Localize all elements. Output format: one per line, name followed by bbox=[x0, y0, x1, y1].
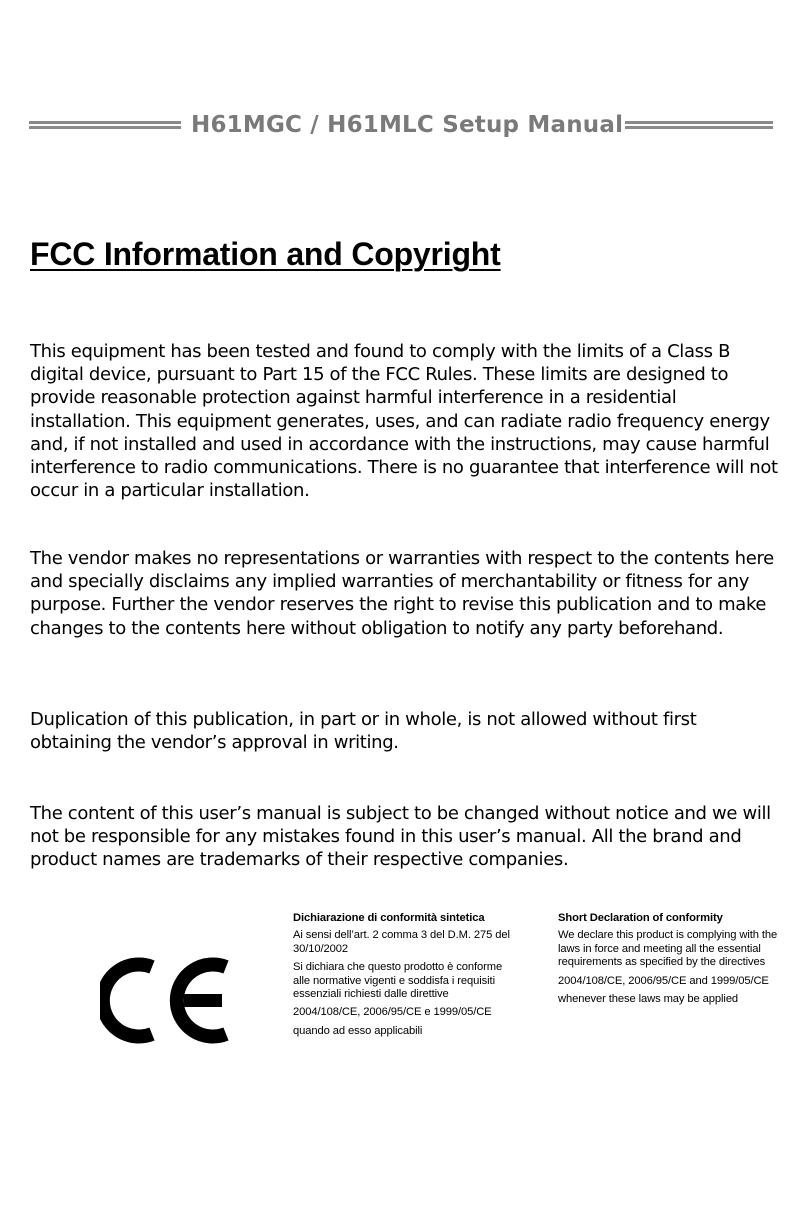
english-declaration bbox=[558, 912, 786, 1011]
english-declaration-line: We declare this product is complying with the laws in force and meeting all the essential requirements as specified by the directives bbox=[558, 929, 778, 969]
ce-mark-icon bbox=[100, 953, 232, 1048]
content-change-paragraph: The content of this user’s manual is subject to be changed without notice and we will not be responsible for any mistakes found in this user’s manual. All the brand and product names are trademarks of their respective companies. bbox=[30, 803, 771, 871]
page-title: FCC Information and Copyright bbox=[30, 236, 501, 272]
italian-declaration bbox=[293, 912, 515, 1043]
italian-declaration-line: Ai sensi dell’art. 2 comma 3 del D.M. 275 del 30/10/2002 bbox=[293, 929, 510, 955]
italian-declaration-line: Si dichiara che questo prodotto è conforme alle normative vigenti e soddisfa i requisiti essenziali richiesti dalle direttive bbox=[293, 961, 503, 1001]
english-declaration-heading: Short Declaration of conformity bbox=[558, 912, 723, 924]
italian-declaration-line: 2004/108/CE, 2006/95/CE e 1999/05/CE bbox=[293, 1006, 492, 1019]
duplication-paragraph: Duplication of this publication, in part or in whole, is not allowed without first obtaining the vendor’s approval in writing. bbox=[30, 709, 697, 754]
header-rule-right bbox=[625, 120, 773, 130]
manual-header bbox=[29, 110, 773, 140]
header-rule-left bbox=[29, 120, 181, 130]
manual-title: H61MGC / H61MLC Setup Manual bbox=[191, 112, 624, 138]
warranty-disclaimer-paragraph: The vendor makes no representations or warranties with respect to the contents here and specially disclaims any implied warranties of merchantability or fitness for any purpose. Further the vendor reserves the right to revise this publication and to make changes to the contents here without obligation to notify any party beforehand. bbox=[30, 548, 774, 639]
italian-declaration-heading: Dichiarazione di conformità sintetica bbox=[293, 912, 485, 924]
italian-declaration-line: quando ad esso applicabili bbox=[293, 1024, 423, 1037]
english-declaration-line: 2004/108/CE, 2006/95/CE and 1999/05/CE bbox=[558, 974, 769, 987]
fcc-compliance-paragraph: This equipment has been tested and found to comply with the limits of a Class B digital device, pursuant to Part 15 of the FCC Rules. These limits are designed to provide reasonable protection against harmful interference in a residential installation. This equipment generates, uses, and can radiate radio frequency energy and, if not installed and used in accordance with the instructions, may cause harmful interference to radio communications. There is no guarantee that interference will not occur in a particular installation. bbox=[30, 341, 778, 502]
english-declaration-line: whenever these laws may be applied bbox=[558, 993, 739, 1006]
